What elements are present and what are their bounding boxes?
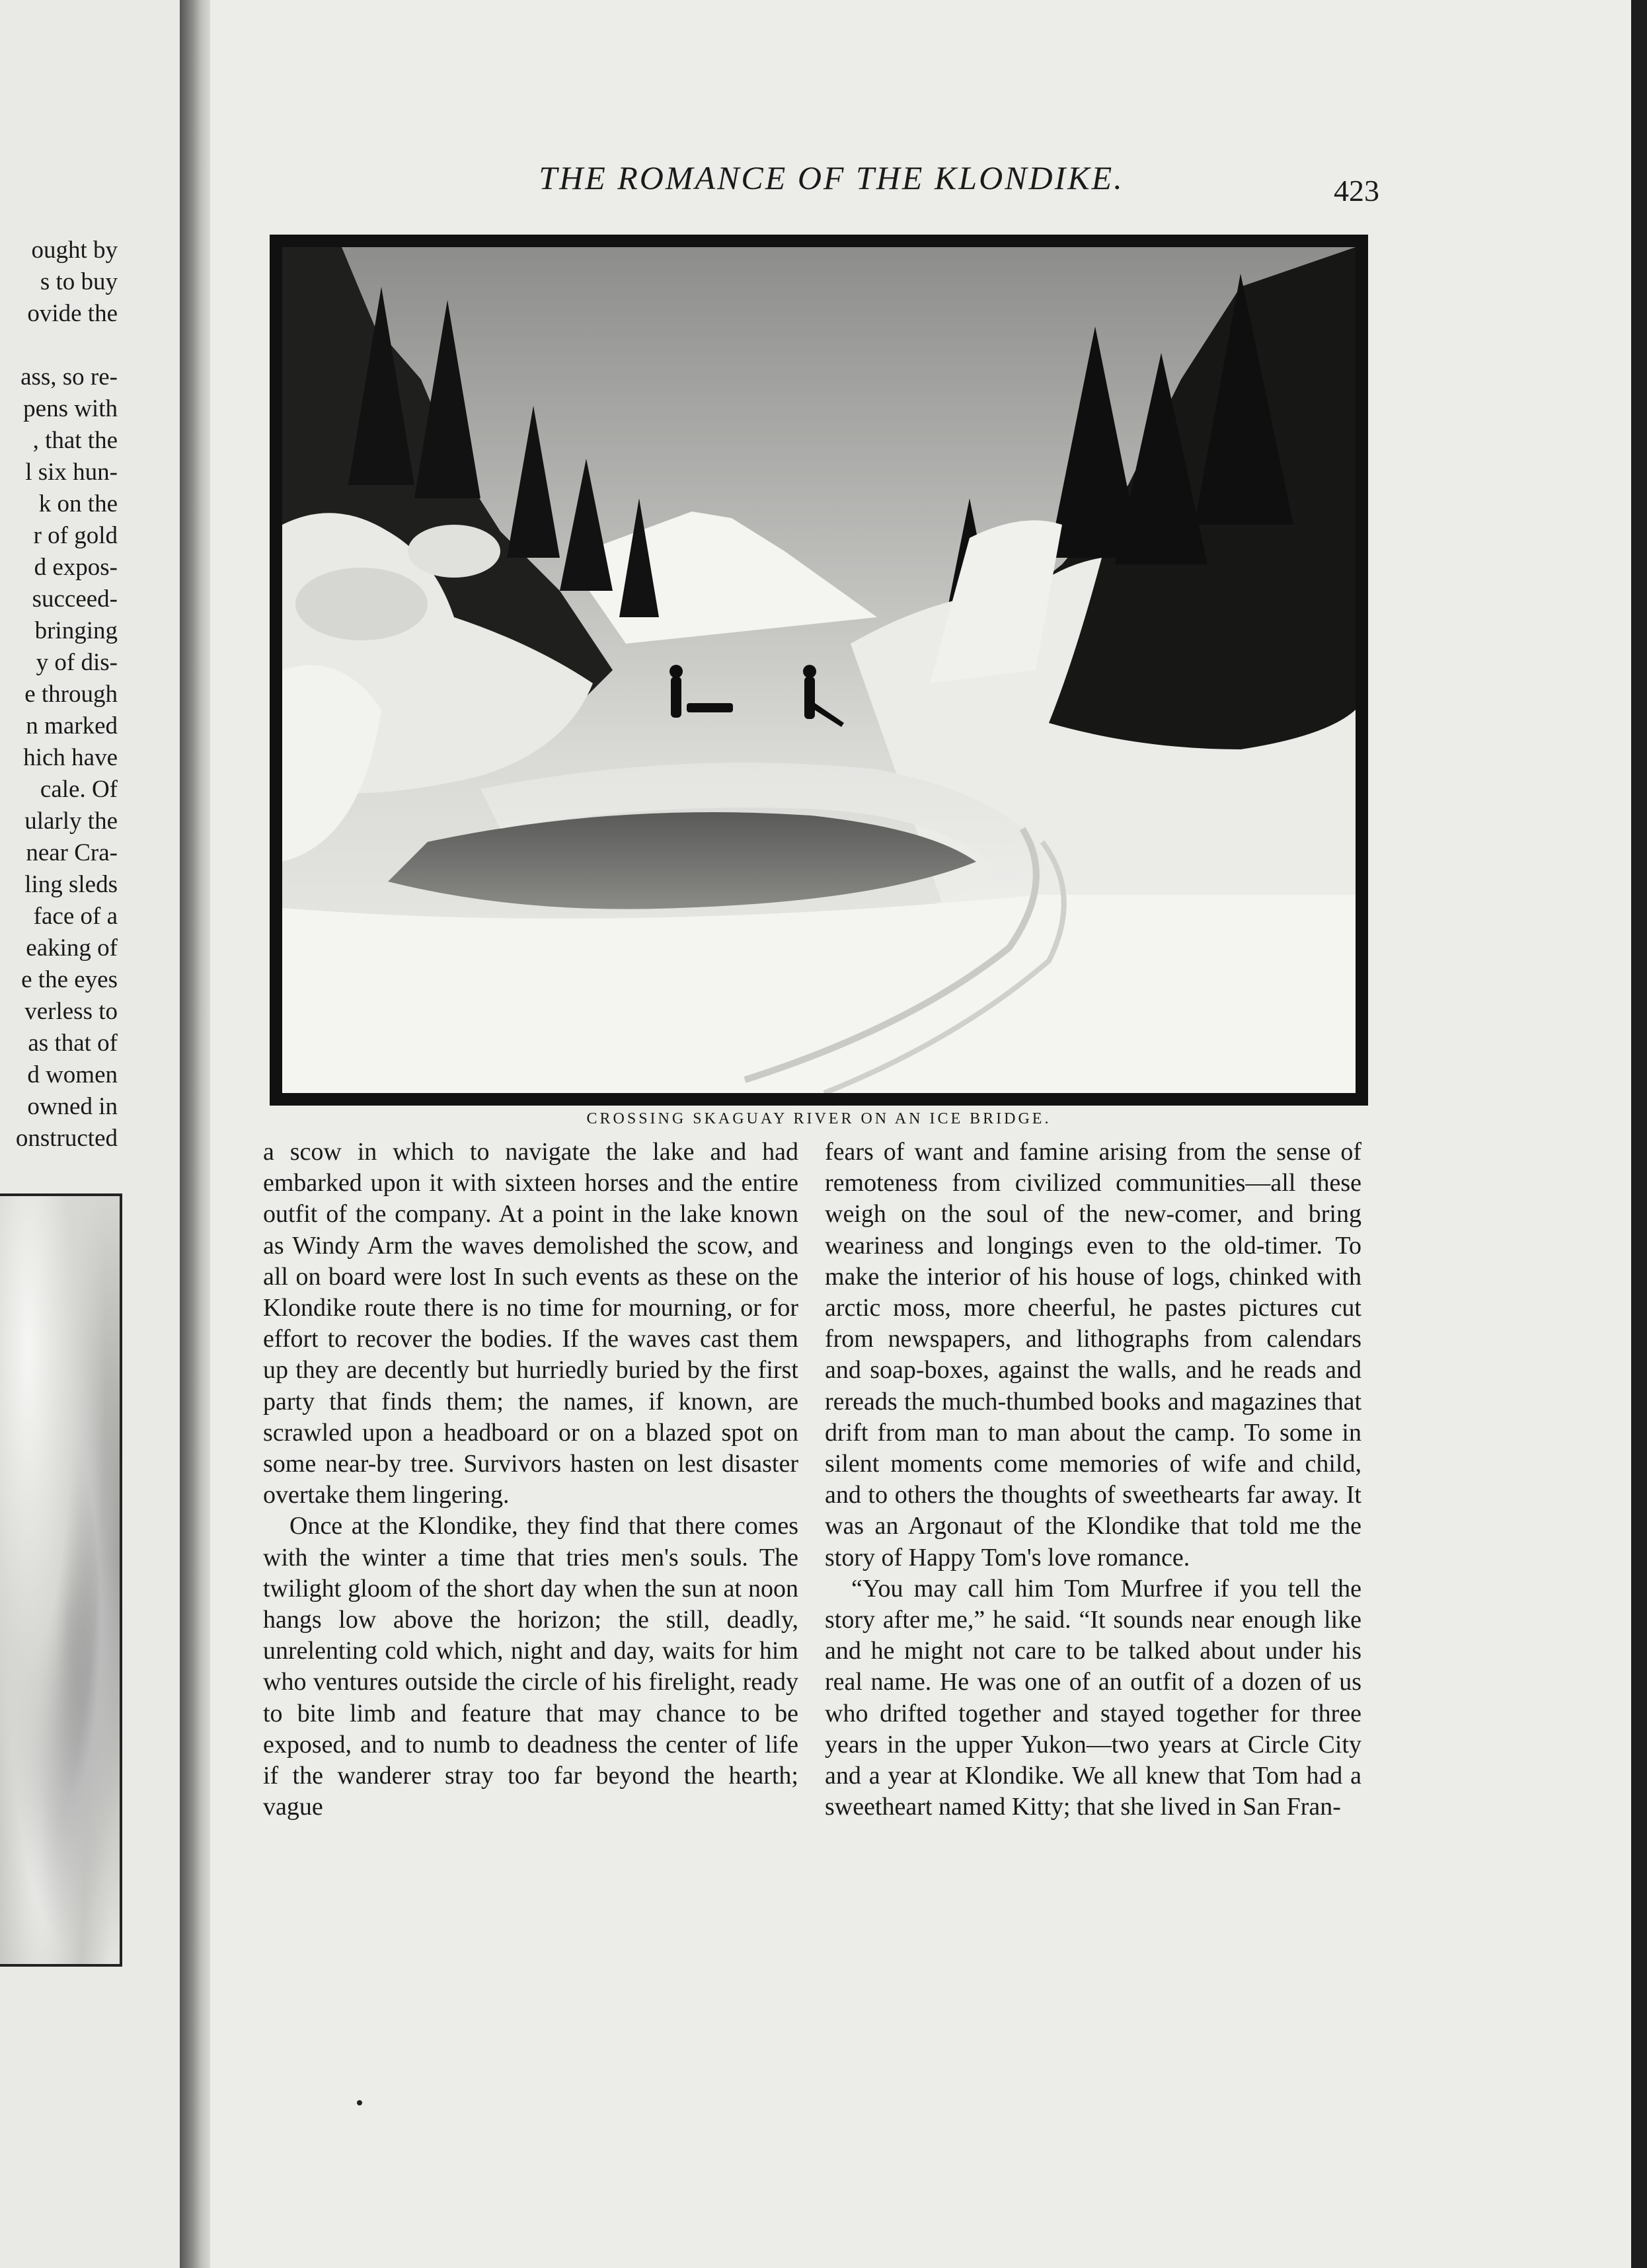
left-page-line: owned in xyxy=(27,1093,118,1120)
left-page-line: e the eyes xyxy=(21,966,118,993)
page-number: 423 xyxy=(1334,174,1379,208)
left-page-line: near Cra- xyxy=(26,839,118,866)
left-page-line: ass, so re- xyxy=(20,363,118,391)
running-title: THE ROMANCE OF THE KLONDIKE. xyxy=(539,159,1124,196)
left-page-line: r of gold xyxy=(33,522,118,549)
left-page-line: ought by xyxy=(31,237,118,264)
left-page-line: l six hun- xyxy=(25,459,118,486)
left-page-line: ularly the xyxy=(24,808,118,835)
text-column-left xyxy=(263,1137,798,1823)
left-page-fragment xyxy=(0,0,180,2268)
left-page-line: d women xyxy=(27,1061,118,1088)
left-page-line: face of a xyxy=(33,903,118,930)
left-page-line: k on the xyxy=(38,490,118,517)
left-page-line: e through xyxy=(24,681,118,708)
left-page-line: ovide the xyxy=(27,300,118,327)
figure-caption: CROSSING SKAGUAY RIVER ON AN ICE BRIDGE. xyxy=(586,1110,1052,1127)
left-page-line: hich have xyxy=(23,744,118,771)
text-column-right xyxy=(825,1137,1361,1823)
left-page-line: as that of xyxy=(28,1030,118,1057)
figure-photograph xyxy=(270,235,1368,1106)
left-page-line: bringing xyxy=(34,617,118,644)
left-page-line xyxy=(0,330,118,361)
left-page-line: , that the xyxy=(32,427,118,454)
left-page-line: onstructed xyxy=(15,1125,118,1152)
ink-speck xyxy=(357,2100,362,2105)
left-page-line: y of dis- xyxy=(36,649,118,676)
left-page-line: ling sleds xyxy=(24,871,118,898)
left-page-line: verless to xyxy=(24,998,118,1025)
left-page-line: eaking of xyxy=(26,934,118,962)
left-page-line: cale. Of xyxy=(40,776,118,803)
left-page-line: n marked xyxy=(26,712,118,739)
page xyxy=(210,0,1631,2268)
left-page-line: d expos- xyxy=(34,554,118,581)
paragraph: “You may call him Tom Murfree if you tell the story after me,” he said. “It sounds near enough like and he might not care to be talked about under his real name. He was one of an outfit of a dozen of us who drifted together and stayed together for three years in the upper Yukon—two years at Circle City and a year at Klondike. We all knew that Tom had a sweetheart named Kitty; that she lived in San Fran- xyxy=(825,1574,1361,1821)
left-page-illustration xyxy=(0,1193,122,1967)
paragraph: Once at the Klondike, they find that there comes with the winter a time that tries men's souls. The twilight gloom of the short day when the sun at noon hangs low above the horizon; the still, deadly, unrelenting cold which, night and day, waits for him who ventures outside the circle of his firelight, ready to bite limb and feature that may chance to be exposed, and to numb to deadness the center of life if the wanderer stray too far beyond the hearth; vague xyxy=(263,1512,798,1821)
left-page-line: s to buy xyxy=(40,268,118,295)
ice-bridge-photo xyxy=(282,247,1356,1093)
left-page-text xyxy=(0,235,118,1154)
paragraph: fears of want and famine arising from the sense of remoteness from civilized communities—all these weigh on the soul of the new-comer, and bring weariness and longings even to the old-timer. To make the interior of his house of logs, chinked with arctic moss, more cheerful, he pastes pictures cut from newspapers, and lithographs from calendars and soap-boxes, against the walls, and he reads and rereads the much-thumbed books and magazines that drift from man to man about the camp. To some in silent moments come memories of wife and child, and to others the thoughts of sweethearts far away. It was an Argonaut of the Klondike that told me the story of Happy Tom's love romance. xyxy=(825,1138,1361,1571)
paragraph: a scow in which to navigate the lake and had embarked upon it with sixteen horses and the entire outfit of the company. At a point in the lake known as Windy Arm the waves demolished the scow, and all on board were lost In such events as these on the Klondike route there is no time for mourning, or for effort to recover the bodies. If the waves cast them up they are decently but hurriedly buried by the first party that finds them; the names, if known, are scrawled upon a headboard or on a blazed spot on some near-by tree. Survivors hasten on lest disaster overtake them lingering. xyxy=(263,1138,798,1509)
left-page-line: succeed- xyxy=(32,586,118,613)
left-page-line: pens with xyxy=(23,395,118,422)
book-gutter xyxy=(180,0,210,2268)
page-edge xyxy=(1631,0,1647,2268)
